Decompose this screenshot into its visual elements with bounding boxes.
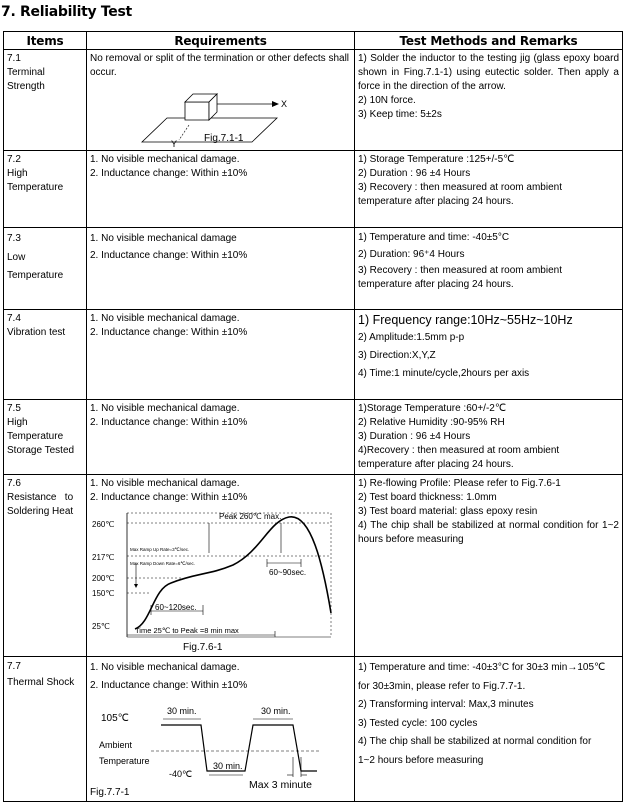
svg-text:Max Ramp Down Rate=6℃/sec.: Max Ramp Down Rate=6℃/sec. bbox=[130, 561, 195, 566]
svg-text:217℃: 217℃ bbox=[92, 553, 115, 562]
svg-text:105℃: 105℃ bbox=[101, 713, 129, 724]
svg-text:Peak 260℃ max.: Peak 260℃ max. bbox=[219, 512, 282, 521]
svg-text:30 min.: 30 min. bbox=[167, 706, 197, 716]
header-requirements: Requirements bbox=[87, 32, 355, 50]
item-cell: 7.2 High Temperature bbox=[7, 154, 64, 193]
svg-text:Y: Y bbox=[171, 139, 178, 148]
header-items: Items bbox=[4, 32, 87, 50]
reliability-table bbox=[3, 31, 623, 802]
table-row bbox=[4, 475, 623, 657]
table-row bbox=[4, 400, 623, 475]
item-cell: 7.5 High Temperature Storage Tested bbox=[7, 403, 75, 456]
figure-caption: Fig.7.7-1 bbox=[90, 787, 130, 798]
table-row bbox=[4, 657, 623, 802]
reflow-profile-figure bbox=[91, 505, 353, 641]
item-cell: 7.1 Terminal Strength bbox=[7, 53, 45, 92]
requirements-cell: 1. No visible mechanical damage 2. Inductance change: Within ±10% bbox=[90, 233, 248, 261]
svg-text:Max Ramp Up Rate=3℃/sec.: Max Ramp Up Rate=3℃/sec. bbox=[130, 547, 190, 552]
svg-text:260℃: 260℃ bbox=[92, 520, 115, 529]
svg-text:Ambient: Ambient bbox=[99, 740, 133, 750]
requirements-cell: 1. No visible mechanical damage. 2. Inductance change: Within ±10% bbox=[90, 154, 248, 179]
header-methods: Test Methods and Remarks bbox=[355, 32, 623, 50]
methods-cell: 1) Re-flowing Profile: Please refer to Fig.7.6-1 2) Test board thickness: 1.0mm 3) Test board material: glass epoxy resin 4) The chip shall be stabilized at normal condition for 1~2 hours before measuring bbox=[358, 478, 619, 545]
requirements-cell: 1. No visible mechanical damage. 2. Inductance change: Within ±10% 105℃ 30 min. 30 min. Ambient Temperature -40℃ 30 min. Max 3 minute Fig.7.7-1 bbox=[87, 657, 354, 800]
table-row bbox=[4, 151, 623, 228]
methods-cell: 1) Temperature and time: -40±3°C for 30±3 min→105℃ for 30±3min, please refer to Fig.7.7-1. 2) Transforming interval: Max,3 minutes 3) Tested cycle: 100 cycles 4) The chip shall be stabilized at normal condition for 1~2 hours before measuring bbox=[358, 662, 606, 766]
svg-text:-40℃: -40℃ bbox=[169, 769, 193, 779]
methods-cell: 1)Storage Temperature :60+/-2℃ 2) Relative Humidity :90-95% RH 3) Duration : 96 ±4 Hours 4)Recovery : then measured at room ambient temperature after placing 24 hours. bbox=[358, 403, 560, 470]
requirements-cell: No removal or split of the termination or other defects shall occur. X Y Fig.7.1-1 bbox=[90, 53, 350, 148]
table-row bbox=[4, 50, 623, 151]
requirements-cell: 1. No visible mechanical damage. 2. Inductance change: Within ±10% Peak 260℃ max. 260℃ 217℃ 200℃ 150℃ 25℃ Max Ramp Up Rate=3℃/sec. Max Ramp Down Rate=6℃/sec. 60~90sec. 60~120sec. Time 25℃ to Peak =8 min max Fig.7.6-1 bbox=[87, 475, 354, 655]
svg-text:Temperature: Temperature bbox=[99, 756, 150, 766]
item-cell: 7.6 Resistance to Soldering Heat bbox=[7, 478, 74, 517]
item-cell: 7.3 Low Temperature bbox=[7, 233, 64, 281]
svg-text:150℃: 150℃ bbox=[92, 589, 115, 598]
methods-cell: 1) Temperature and time: -40±5°C 2) Duration: 96⁺4 Hours 3) Recovery : then measured at room ambient temperature after placing 24 hours. bbox=[358, 232, 562, 290]
table-header-row bbox=[4, 32, 623, 50]
thermal-shock-figure bbox=[91, 697, 353, 785]
transfer-label: Max 3 minute bbox=[249, 779, 313, 791]
svg-text:30 min.: 30 min. bbox=[261, 706, 291, 716]
svg-text:25℃: 25℃ bbox=[92, 622, 110, 631]
svg-text:Time 25℃ to Peak =8 min max: Time 25℃ to Peak =8 min max bbox=[135, 626, 239, 635]
figure-caption: Fig.7.1-1 bbox=[204, 133, 244, 144]
svg-text:30 min.: 30 min. bbox=[213, 761, 243, 771]
svg-text:200℃: 200℃ bbox=[92, 574, 115, 583]
table-row bbox=[4, 228, 623, 310]
table-row bbox=[4, 310, 623, 400]
methods-cell: 1) Storage Temperature :125+/-5℃ 2) Duration : 96 ±4 Hours 3) Recovery : then measured at room ambient temperature after placing 24 hours. bbox=[358, 154, 562, 207]
figure-caption: Fig.7.6-1 bbox=[183, 642, 223, 653]
svg-text:60~90sec.: 60~90sec. bbox=[269, 568, 307, 577]
item-cell: 7.4 Vibration test bbox=[7, 313, 66, 338]
page-title: 7. Reliability Test bbox=[1, 4, 132, 20]
item-cell: 7.7 Thermal Shock bbox=[7, 661, 75, 688]
requirements-cell: 1. No visible mechanical damage. 2. Inductance change: Within ±10% bbox=[90, 313, 248, 338]
svg-text:60~120sec.: 60~120sec. bbox=[155, 603, 197, 612]
methods-cell: 1) Frequency range:10Hz~55Hz~10Hz 2) Amplitude:1.5mm p-p 3) Direction:X,Y,Z 4) Time:1 minute/cycle,2hours per axis bbox=[358, 313, 573, 379]
methods-cell: 1) Solder the inductor to the testing jig (glass epoxy board shown in Fing.7.1-1) using eutectic solder. Then apply a force in the direction of the arrow. 2) 10N force. 3) Keep time: 5±2s bbox=[358, 53, 619, 120]
requirements-cell: 1. No visible mechanical damage. 2. Inductance change: Within ±10% bbox=[90, 403, 248, 428]
svg-text:X: X bbox=[281, 99, 288, 109]
